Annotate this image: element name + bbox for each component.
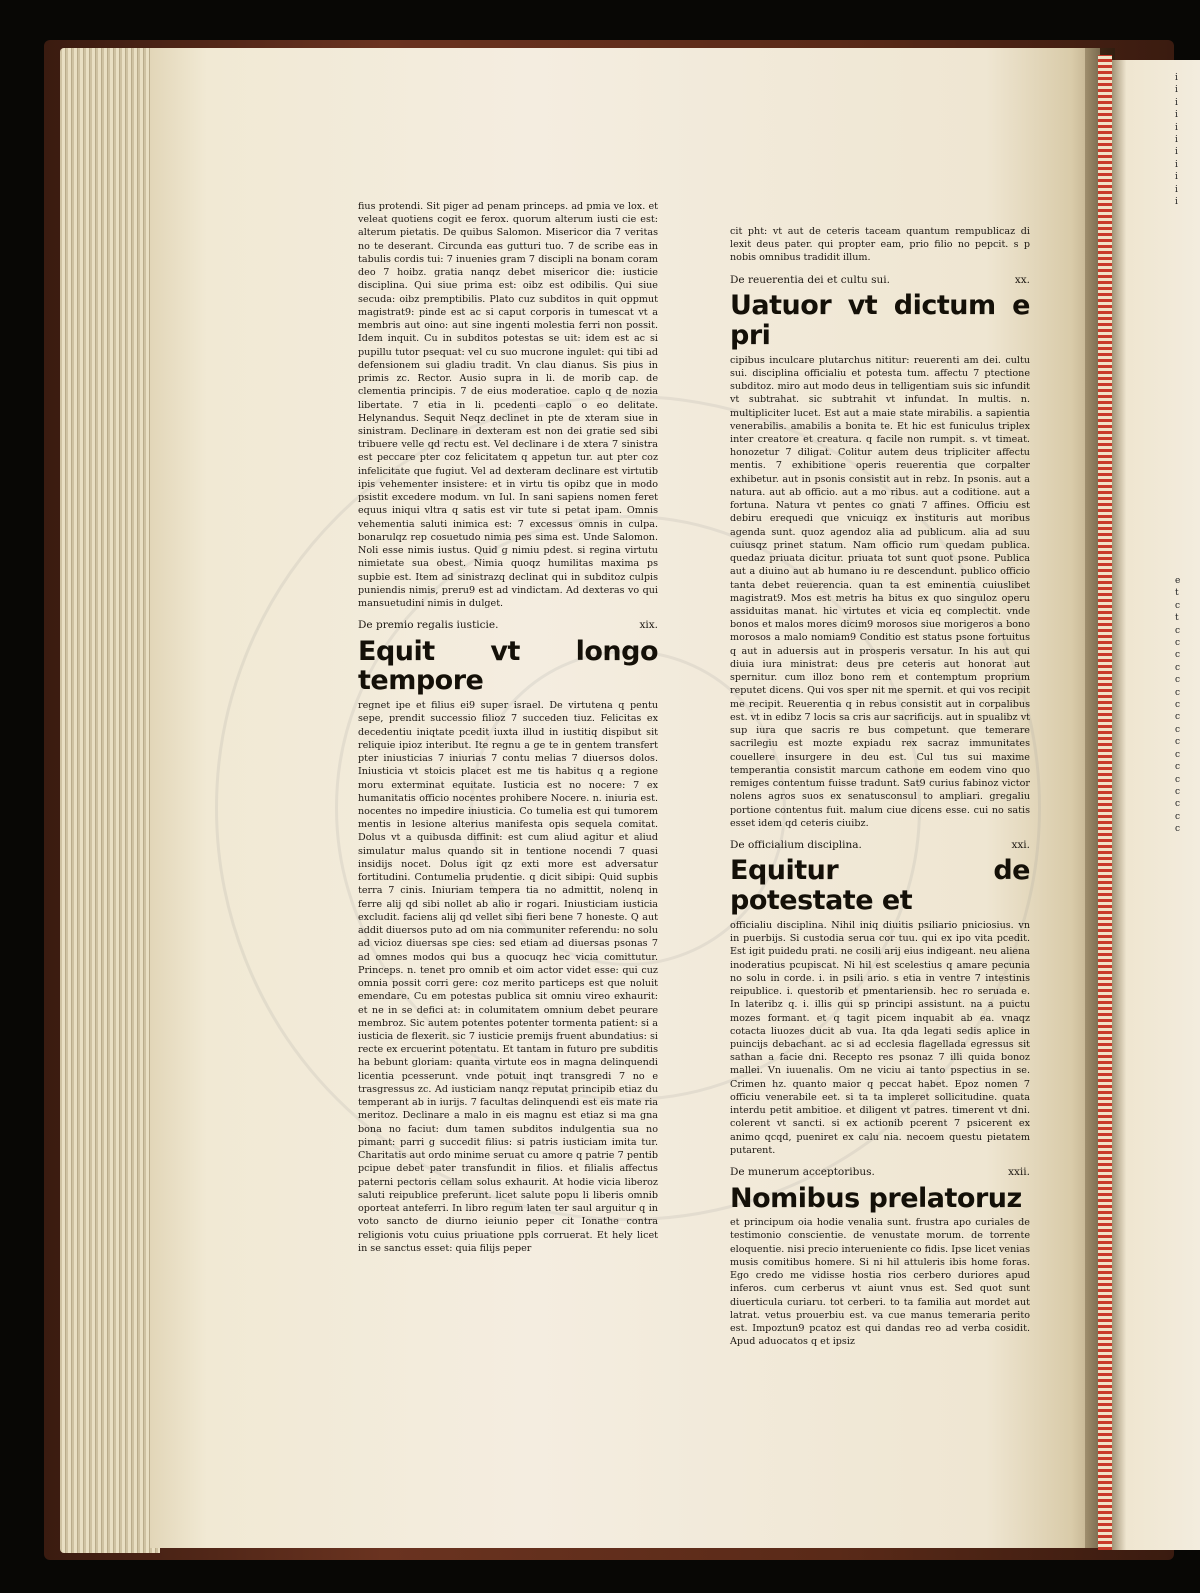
chapter-title: De officialium disciplina. [730,839,862,851]
chapter-number: xix. [639,619,658,632]
paragraph: et principum oia hodie venalia sunt. frustra apo curiales de testimonio conscientie. de venustate morum. de torrente eloquentie. nisi precio interueniente co fidis. Ipse licet venias musis comitibus homere. Si ni hil attuleris ibis home foras. Ego credo me vidisse hostia rios cerbero duriores apud inferos. cum cerberus vt aiunt vnus est. Sed quot sunt diuerticula curiaru. tot cerberi. to ta familia aut mordet aut latrat. vetus prouerbiu est. va cue manus temeraria perito est. Impoztun9 pcatoz est qui dandas reo ad verba cosidit. Apud aduocatos q et ipsiz [730,1217,1030,1348]
chapter-heading [358,618,658,632]
paragraph: cipibus inculcare plutarchus nititur: reuerenti am dei. cultu sui. disciplina officialiu et potesta tum. affectu 7 ptectione subditoz. miro aut modo deus in telligentiam suis sic infundit vt subtrahat. sic subtrahit vt infundat. In multis. n. multipliciter lucet. Est aut a maie state mirabilis. a sapientia venerabilis. amabilis a bonita te. Et hic est funiculus triplex inter creatore et creatura. q facile non rumpit. s. vt timeat. honozetur 7 diligat. Colitur autem deus tripliciter affectu mentis. 7 exhibitione operis reuerentia que corpalter exhibetur. aut in psonis consistit aut in rebz. In psonis. aut a natura. aut ab officio. aut a mo ribus. aut a coditione. aut a fortuna. Natura vt pentes co gnati 7 affines. Officiu est debiru erequedi que vnicuiqz ex instituris aut moribus agenda sunt. quoz agendoz alia ad publicum. alia ad suu cuiusqz prinet statum. Nam officio rum quedam publica. quedaz priuata dicitur. priuata tot sunt quot psone. Publica aut a diuino aut ab humano iu re descendunt. publico officio tanta debet reuerencia. quan ta est eminentia cuiuslibet magistrat9. Mos est metris ha bitus ex quo singuloz operu assiduitas manat. hic virtutes et vicia eq complectit. vnde bonos et malos mores dicim9 morosos siue morigeros a bono morosos a malo nomiam9 Conditio est status psone fortuitus q aut in aduersis aut in prosperis versatur. In his aut qui diuia iura ministrat: deus pre ceteris aut honorat aut spernitur. cum illoz bono rem et contemptum proprium reputet dicens. Qui vos sper nit me spernit. et qui vos recipit me recipit. Reuerentia q in rebus consistit aut in corpalibus est. vt in edibz 7 locis sa cris aur sacrificijs. aut in spualibz vt sup iura que sacris re bus competunt. que temerare sacrilegiu est mozte expiadu rex sacraz immunitates couellere insurgere in deu est. Cul tus sui maxime temperantia consistit marcum cathone em eodem vino quo remiges contentum fuisse tradunt. Sat9 curius fabinoz victor nolens agros suos ex senatusconsul to ampliari. gregaliu portione contentus fuit. malum ciue dicens esse. cui no satis esset idem qd ceteris ciuibz. [730,354,1030,829]
display-initial-line: Uatuor vt dictum e pri [730,290,1030,351]
right-page [1108,60,1200,1550]
page-edges [60,48,160,1553]
chapter-title: De munerum acceptoribus. [730,1166,875,1179]
right-page-text-fragment: e t c t c c c c c c c c c c c c c c c c c [1175,576,1181,835]
chapter-title: De premio regalis iusticie. [358,619,499,632]
chapter-number: xx. [1014,273,1030,286]
display-initial-line: Nomibus prelatoruz [730,1182,1022,1214]
chapter-number: xxi. [1011,839,1030,851]
paragraph: cit pht: vt aut de ceteris taceam quantum rempublicaz di lexit deus pater. qui propter eam, prio filio no pepcit. s p nobis omnibus tradidit illum. [730,226,1030,264]
left-text-column [358,200,658,1259]
chapter-heading [730,273,1030,287]
display-initial-line: Equitur de potestate et [730,855,1030,917]
paragraph: regnet ipe et filius ei9 super israel. De virtutena q pentu sepe, prendit successio filioz 7 succeden tiuz. Felicitas ex decedentiu iniqtate pcedit iuxta illud in iustitiq dispibut sit reliquie ipioz interibut. Ite regnu a ge te in gentem transfert pter iniusticias 7 iniurias 7 contu melias 7 diuersos dolos. Iniusticia vt stoicis placet est me tis habitus q a regione moru exterminat equitate. Iusticia est no nocere: 7 ex humanitatis officio nocentes prohibere Nocere. n. iniuria est. nocentes no impedire iniusticia. Co tumelia est qui tumorem mentis in lesione alterius manifesta opis sequela comitat. Dolus vt a quibusda diffinit: est cum aliud agitur et aliud simulatur malus quando sit in tentione nocendi 7 quasi insidijs nocet. Dolus igit qz exti more est adversatur fortitudini. Contumelia prudentie. q dicit sibipi: Quid supbis terra 7 cinis. Iniuriam tempera tia no admittit, nolenq in ferre alij qd sibi nollet ab alio ir rogari. Iniusticiam iusticia excludit. faciens alij qd vellet sibi fieri bene 7 honeste. Q aut addit diuersos puto ad om nia communiter referendu: no solu ad vicioz diuersas spe cies: sed etiam ad diuersas psonas 7 ad omnes modos qui bus a quocuqz hec vicia comittutur. Princeps. n. tenet pro omnib et oim actor videt esse: qui cuz omnia possit corri gere: coz merito particeps est que noluit emendare. Cu em potestas publica sit omniu vireo exhaurit: et ne in se defici at: in columitatem omnium debet peurare membroz. Sic autem potentes potenter tormenta patient: si a iusticia de flexerit. sic 7 iusticie premijs fruent abundatius: si recte ex ercuerint potentatu. Et tantam in futuro pre subditis ha bebunt gloriam: quanta virtute eos in magna delinquendi licentia pcesserunt. vnde potuit inqt transgredi 7 no e trasgressus zc. Ad iusticiam nanqz reputat principib etiaz du temperant ab in iurijs. 7 facultas delinquendi est eis mate ria meritoz. Declinare a malo in eis magnu est etiaz si ma gna bona no faciut: dum tamen subditos indulgentia sua no pimant: parri g succedit filius: si patris iusticiam imita tur. Charitatis aut ordo minime seruat cu amore q patrie 7 pentib pcipue debet pater transfundit in filios. et filialis affectus paterni pectoris cellam solus exhaurit. At hodie vicia liberoz saluti reipublice preferunt. licet salute popu li liberis omnib oporteat anteferri. In libro regum laten ter saul arguitur q in voto sancto de diurno ieiunio peper cit Ionathe contra religionis votu cuius priuatione ppls corruerat. Et hely licet in se sanctus esset: quia filijs peper [358,700,658,1254]
chapter-heading [730,1165,1030,1179]
chapter-number: xxii. [1008,1166,1030,1179]
display-initial-line: Equit vt longo tempore [358,635,658,697]
chapter-title: De reuerentia dei et cultu sui. [730,273,890,286]
right-page-text-fragment: i i i i i i i i i i i [1175,73,1178,208]
paragraph: fius protendi. Sit piger ad penam princeps. ad pmia ve lox. et veleat quotiens cogit ee ferox. quorum alterum iusti cie est: alterum pietatis. De quibus Salomon. Misericor dia 7 veritas no te deserant. Circunda eas gutturi tuo. 7 de scribe eas in tabulis cordis tui: 7 inuenies gram 7 discipli na bonam coram deo 7 hoibz. gratia nanqz debet misericor die: iusticie disciplina. Qui siue prima est: oibz est odibilis. Qui siue secuda: oibz premptibilis. Plato cuz subditos in quit oppmut magistrat9: pinde est ac si caput corporis in tumescat vt a membris aut oino: aut sine ingenti molestia ferri non possit. Idem inquit. Cu in subditos potestas se uit: idem est ac si pupillu tutor psequat: vel cu suo mucrone ingulet: qui tibi ad defensionem sui gladiu tradit. Vn clau dianus. Sis pius in primis zc. Rector. Ausio supra in li. de morib cap. de clementia principis. 7 de eius moderatioe. caplo q de nozia libertate. 7 etia in li. pcedenti caplo o eo delitate. Helynandus. Sequit Neqz declinet in pte de xteram siue in sinistram. Declinare in dexteram est non dei gratie sed sibi tribuere velle qd rectu est. Vel declinare i de xtera 7 sinistra est peccare pter coz felicitatem q appetun tur. aut pter coz infelicitate que fugiut. Vel ad dexteram declinare est virtutib ipis vehementer insistere: et in virtu tis opibz que in modo psistit excedere modum. vn Iul. In sani sapiens nomen feret equus iniqui vltra q satis est vir tute si petat ipam. Omnis vehementia saluti inimica est: 7 excessus omnis in culpa. bonarulqz rep cosuetudo nimia pes sima est. Unde Salomon. Noli esse nimis iustus. Quid g nimiu pdest. si regina virtutu nimietate sua obest. Nimia quoqz humilitas maxima ps supbie est. Item ad sinistrazq declinat qui in subditoz culpis puniendis nimis, preru9 est ad vindictam. Ad dexteras vo qui mansuetudini nimis in dulget. [358,201,658,610]
paragraph: officialiu disciplina. Nihil iniq diuitis psiliario pniciosius. vn in puerbijs. Si custodia serua cor tuu. qui ex ipo vita pcedit. Est igit puidedu prati. ne cosili arij eius indigeant. neu aliena inoderatius pcupiscat. Ni hil est scelestius q amare pecunia no solu in corde. i. in psili ario. s etia in ventre 7 intestinis reipublice. i. questorib et pmentariensib. hec ro seruada e. In lateribz q. i. illis qui sp principi assistunt. na a puictu mozes formant. et q tagit picem inquabit ab ea. vnaqz cotacta liuozes ducit ab vua. Ita qda legati sedis aplice in puincijs debachant. ac si ad ecclesia flagellada egressus sit sathan a facie dni. Recepto res psonaz 7 illi quida bonoz mallei. Vn iuuenalis. Om ne viciu ai tanto pspectius in se. Crimen hz. quanto maior q peccat habet. Epoz nomen 7 officiu venerabile eet. si ta ta impleret sollicitudine. quata interdu petit ambitioe. et diligent vt patres. timerent vt dni. colerent vt sancti. si ex actionib pcerent 7 psicerent ex animo qcqd, pueniret ex calu nia. necoem questu pietatem putarent. [730,919,1030,1156]
right-text-column [730,225,1030,1353]
chapter-heading [730,838,1030,852]
headband [1098,55,1112,1550]
